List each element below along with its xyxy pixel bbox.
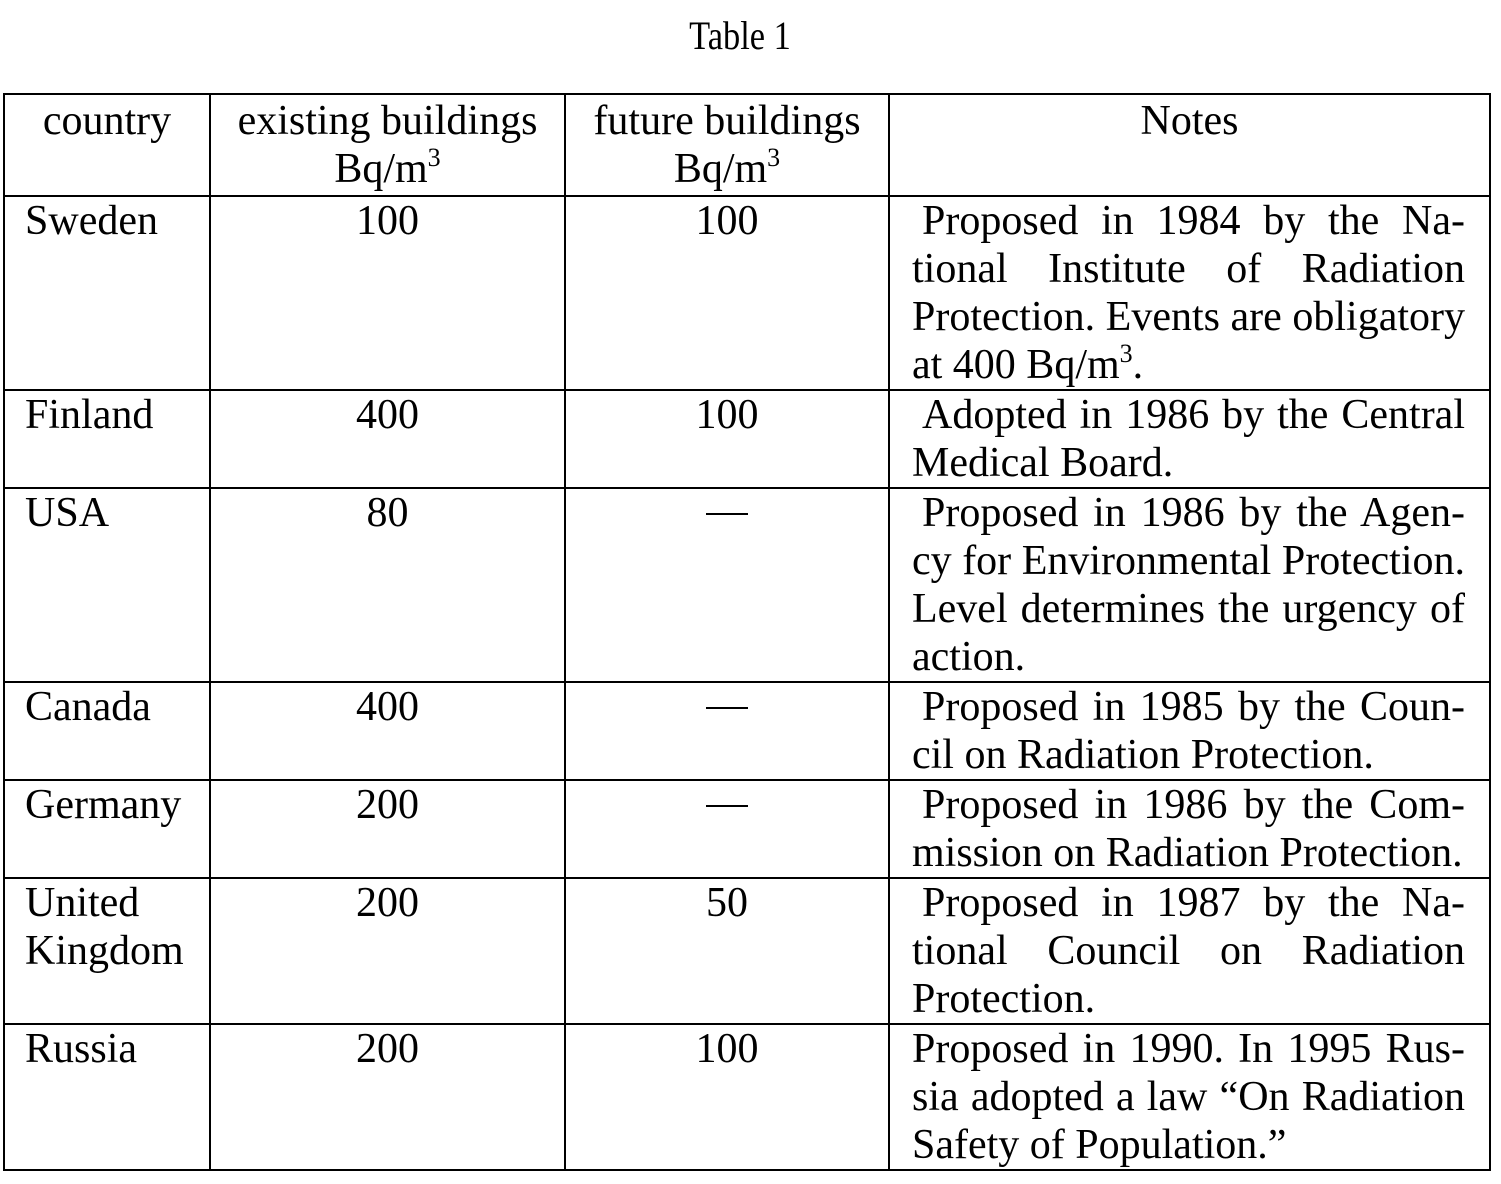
header-existing-label: existing buildings: [237, 98, 538, 144]
table-row: [4, 1024, 1490, 1170]
notes-cell: [889, 878, 1490, 1024]
header-notes: [889, 94, 1490, 196]
future-cell: [565, 1024, 889, 1170]
existing-value: 80: [366, 490, 409, 536]
header-future-unit-sup: 3: [767, 143, 781, 172]
header-future-label: future buildings: [593, 98, 861, 144]
country-cell: [4, 488, 210, 682]
future-cell: [565, 878, 889, 1024]
future-value: [566, 489, 888, 537]
header-future-unit: Bq/m: [673, 146, 768, 192]
existing-cell: [210, 878, 565, 1024]
header-country-label: country: [42, 98, 172, 144]
existing-value: 400: [356, 684, 419, 730]
notes-cell: [889, 196, 1490, 390]
notes-text: Proposed in 1986 by the Agency for Environmental Protection. Level determines the urgency of action.: [912, 490, 1465, 680]
future-cell: [565, 488, 889, 682]
notes-text: Proposed in 1990. In 1995 Russia adopted a law “On Radiation Safety of Population.”: [912, 1026, 1465, 1168]
existing-value: 200: [356, 1026, 419, 1072]
notes-text: Adopted in 1986 by the Central Medical Board.: [912, 392, 1465, 486]
future-value: 100: [695, 198, 759, 244]
future-cell: [565, 780, 889, 878]
notes-text: Proposed in 1986 by the Commission on Radiation Protection.: [912, 782, 1465, 876]
header-existing-buildings: [210, 94, 565, 196]
notes-tail: .: [1132, 342, 1144, 388]
dash-mark: [706, 707, 748, 709]
radon-levels-table: [3, 93, 1491, 1171]
table-row: [4, 878, 1490, 1024]
table-row: [4, 488, 1490, 682]
existing-value: 400: [356, 392, 419, 438]
future-value: 50: [706, 880, 748, 926]
future-value: [566, 683, 888, 731]
notes-text: Proposed in 1984 by the National Institute of Radiation Protection. Events are obligatory at 400 Bq/m: [912, 198, 1465, 388]
header-notes-label: Notes: [1140, 98, 1239, 144]
future-value: 100: [695, 392, 759, 438]
future-cell: [565, 390, 889, 488]
existing-cell: [210, 390, 565, 488]
existing-cell: [210, 488, 565, 682]
future-cell: [565, 196, 889, 390]
country-name: Sweden: [25, 198, 158, 244]
country-cell: [4, 196, 210, 390]
notes-cell: [889, 488, 1490, 682]
header-country: [4, 94, 210, 196]
existing-cell: [210, 780, 565, 878]
country-name: Germany: [25, 782, 182, 828]
notes-text: Proposed in 1987 by the National Council on Radiation Protection.: [912, 880, 1465, 1022]
future-cell: [565, 682, 889, 780]
table-row: [4, 682, 1490, 780]
table-row: [4, 780, 1490, 878]
header-row: [4, 94, 1490, 196]
notes-cell: [889, 390, 1490, 488]
notes-unit-sup: 3: [1119, 339, 1133, 368]
future-value: 100: [695, 1026, 759, 1072]
notes-cell: [889, 780, 1490, 878]
notes-cell: [889, 682, 1490, 780]
country-cell: [4, 780, 210, 878]
country-name: USA: [25, 490, 110, 536]
header-future-buildings: [565, 94, 889, 196]
header-existing-unit: Bq/m: [334, 146, 428, 192]
notes-cell: [889, 1024, 1490, 1170]
existing-cell: [210, 196, 565, 390]
table-row: [4, 390, 1490, 488]
country-name: Canada: [25, 684, 151, 730]
existing-cell: [210, 682, 565, 780]
dash-mark: [706, 513, 748, 515]
country-cell: [4, 878, 210, 1024]
notes-text: Proposed in 1985 by the Council on Radiation Protection.: [912, 684, 1465, 778]
future-value: [566, 781, 888, 829]
country-cell: [4, 390, 210, 488]
country-name: Russia: [25, 1026, 138, 1072]
header-existing-unit-sup: 3: [427, 143, 441, 172]
table-caption: Table 1: [689, 13, 791, 58]
country-cell: [4, 1024, 210, 1170]
country-cell: [4, 682, 210, 780]
dash-mark: [706, 805, 748, 807]
existing-value: 200: [356, 880, 419, 926]
existing-cell: [210, 1024, 565, 1170]
country-name: United Kingdom: [25, 880, 184, 974]
table-row: [4, 196, 1490, 390]
existing-value: 200: [356, 782, 419, 828]
existing-value: 100: [356, 198, 419, 244]
country-name: Finland: [25, 392, 154, 438]
